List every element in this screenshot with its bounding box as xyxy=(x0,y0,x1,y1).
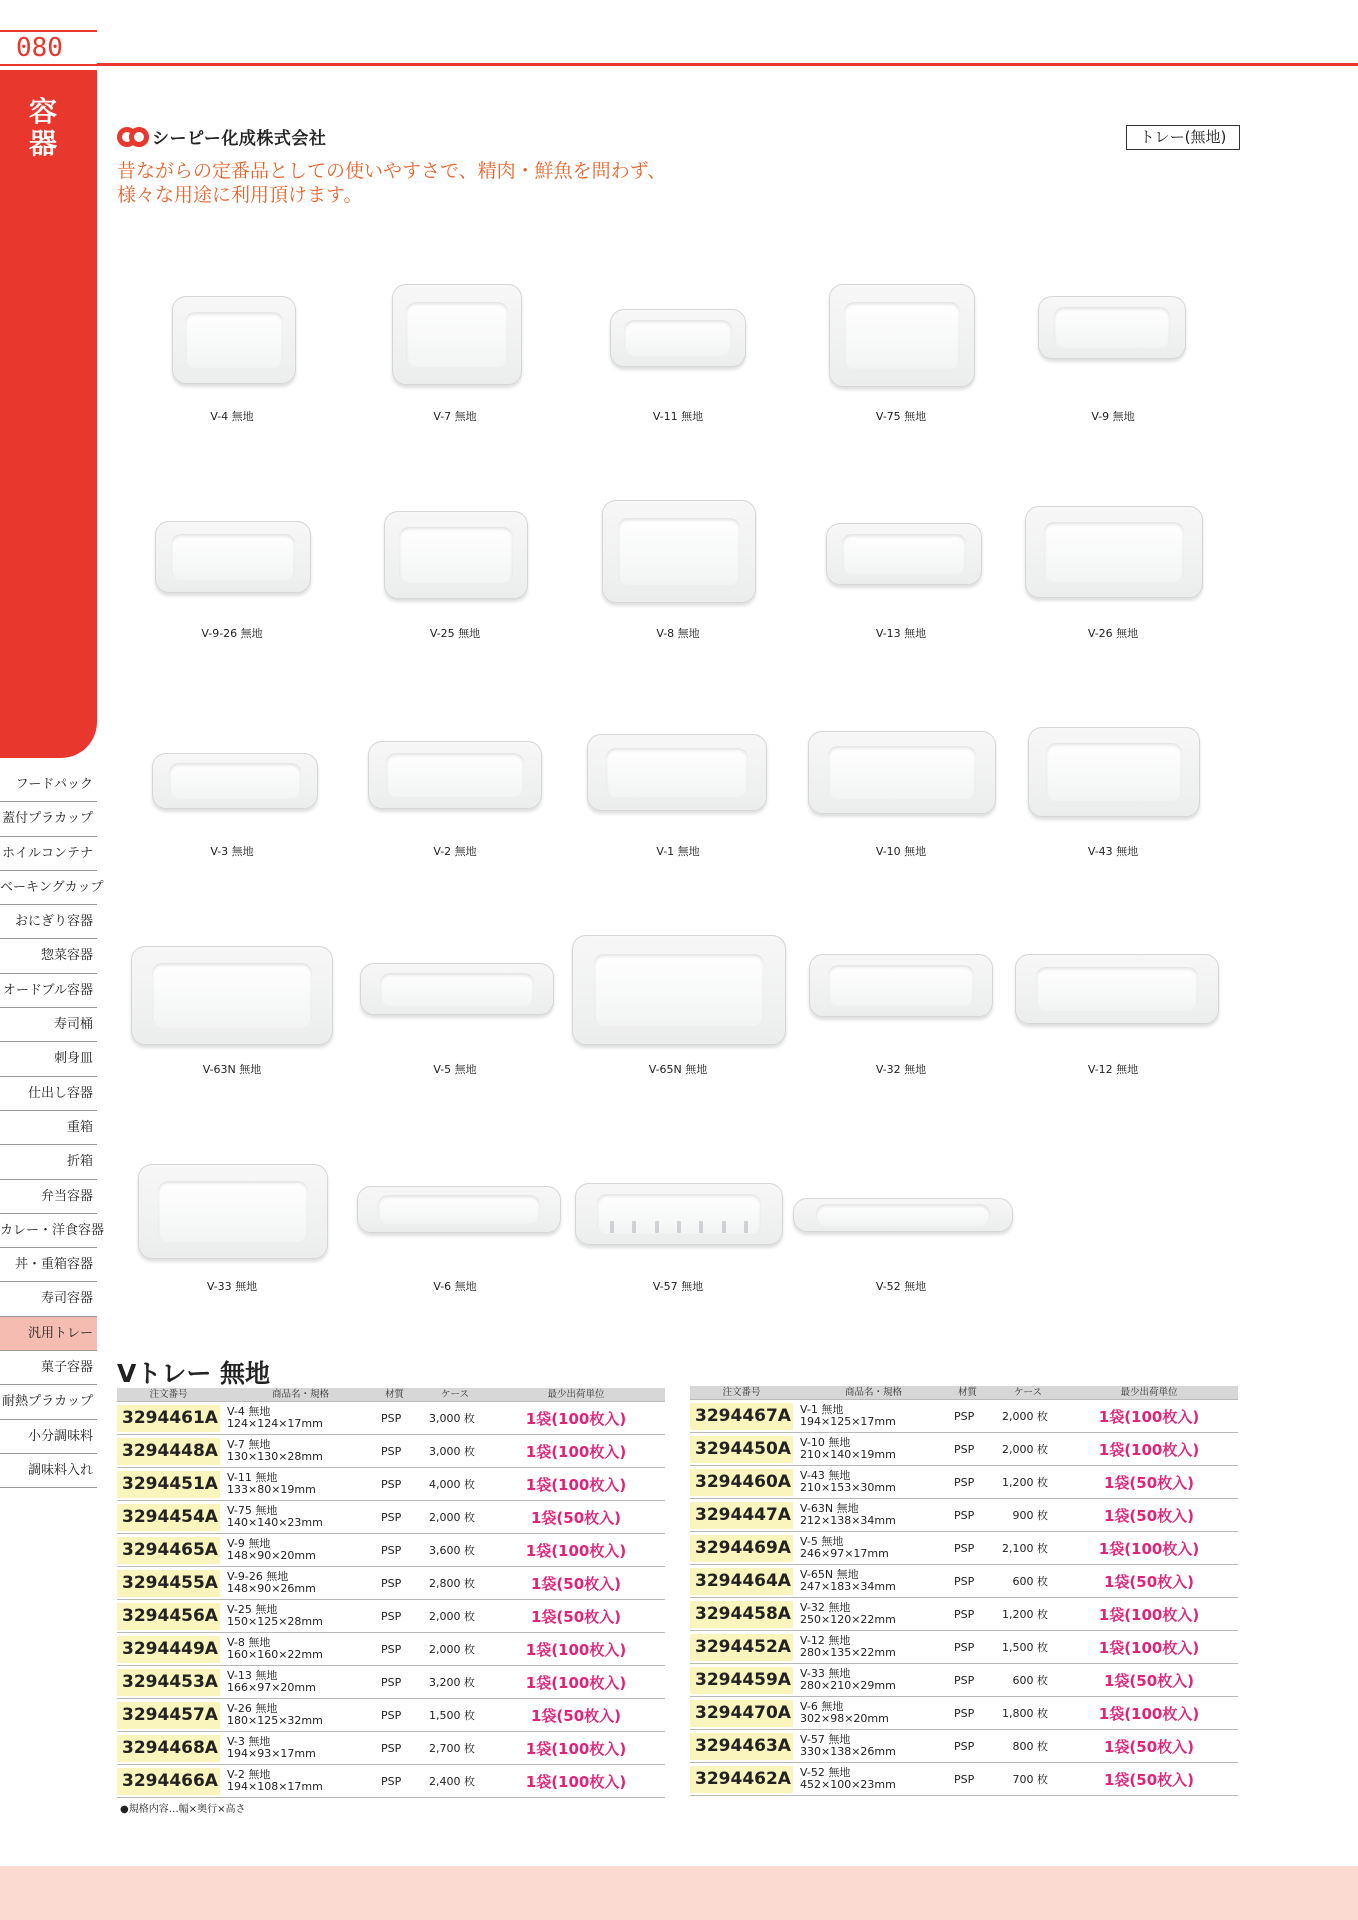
material: PSP xyxy=(381,1741,402,1755)
tray-caption: V-63N 無地 xyxy=(202,1063,262,1076)
side-nav-item[interactable]: 調味料入れ xyxy=(0,1454,97,1488)
product-size: 150×125×28mm xyxy=(227,1615,323,1628)
case-qty: 3,000 枚 xyxy=(429,1412,475,1425)
min-unit: 1袋(100枚入) xyxy=(525,1541,627,1560)
case-qty: 1,200 枚 xyxy=(1002,1608,1048,1621)
min-unit: 1袋(50枚入) xyxy=(530,1508,622,1527)
case-qty: 2,000 枚 xyxy=(1002,1410,1048,1423)
table-row xyxy=(690,1664,1238,1697)
order-code: 3294449A xyxy=(117,1636,220,1663)
tray-caption: V-65N 無地 xyxy=(648,1063,708,1076)
order-code: 3294469A xyxy=(690,1535,793,1562)
side-nav-item[interactable]: 寿司桶 xyxy=(0,1008,97,1042)
product-name: V-43 無地 xyxy=(800,1469,851,1482)
product-size: 280×210×29mm xyxy=(800,1679,896,1692)
material: PSP xyxy=(381,1411,402,1425)
tray-caption: V-13 無地 xyxy=(875,627,927,640)
product-name-spec xyxy=(793,1701,954,1725)
tray-caption: V-9 無地 xyxy=(1091,410,1135,423)
material: PSP xyxy=(381,1609,402,1623)
order-code: 3294466A xyxy=(117,1768,220,1795)
material: PSP xyxy=(954,1541,975,1555)
table-row xyxy=(690,1532,1238,1565)
product-name-spec xyxy=(220,1736,381,1760)
side-nav-item[interactable]: 小分調味料 xyxy=(0,1420,97,1454)
intro-line: 昔ながらの定番品としての使いやすさで、精肉・鮮魚を問わず、 xyxy=(117,160,667,182)
table-row xyxy=(690,1433,1238,1466)
product-name-spec xyxy=(220,1604,381,1628)
product-name: V-4 無地 xyxy=(227,1405,271,1418)
product-size: 247×183×34mm xyxy=(800,1580,896,1593)
case-qty: 1,500 枚 xyxy=(1002,1641,1048,1654)
order-code: 3294468A xyxy=(117,1735,220,1762)
case-qty: 4,000 枚 xyxy=(429,1478,475,1491)
product-name: V-57 無地 xyxy=(800,1733,851,1746)
min-unit: 1袋(50枚入) xyxy=(530,1574,622,1593)
footnote: ●規格内容…幅×奥行×高さ xyxy=(120,1804,246,1815)
min-unit: 1袋(50枚入) xyxy=(1103,1671,1195,1690)
table-row xyxy=(117,1501,665,1534)
side-nav-item[interactable]: 弁当容器 xyxy=(0,1180,97,1214)
product-size: 210×140×19mm xyxy=(800,1448,896,1461)
side-nav-item[interactable]: 折箱 xyxy=(0,1145,97,1179)
product-name: V-63N 無地 xyxy=(800,1502,859,1515)
tray-caption: V-11 無地 xyxy=(652,410,704,423)
tray-caption: V-1 無地 xyxy=(656,845,700,858)
product-size: 140×140×23mm xyxy=(227,1516,323,1529)
material: PSP xyxy=(954,1706,975,1720)
tray-caption: V-8 無地 xyxy=(656,627,700,640)
material: PSP xyxy=(381,1708,402,1722)
product-name-spec xyxy=(793,1602,954,1626)
product-size: 133×80×19mm xyxy=(227,1483,316,1496)
side-nav-item[interactable]: 刺身皿 xyxy=(0,1042,97,1076)
table-row xyxy=(690,1730,1238,1763)
min-unit: 1袋(50枚入) xyxy=(1103,1770,1195,1789)
min-unit: 1袋(50枚入) xyxy=(530,1706,622,1725)
side-nav-item[interactable]: 菓子容器 xyxy=(0,1351,97,1385)
order-code: 3294458A xyxy=(690,1601,793,1628)
tray-caption: V-75 無地 xyxy=(875,410,927,423)
min-unit: 1袋(100枚入) xyxy=(1098,1440,1200,1459)
header-code: 注文番号 xyxy=(149,1389,188,1400)
product-size: 194×125×17mm xyxy=(800,1415,896,1428)
page-number: 080 xyxy=(0,30,97,66)
product-size: 250×120×22mm xyxy=(800,1613,896,1626)
order-code: 3294455A xyxy=(117,1570,220,1597)
case-qty: 3,600 枚 xyxy=(429,1544,475,1557)
side-nav-item[interactable]: 仕出し容器 xyxy=(0,1077,97,1111)
case-qty: 1,200 枚 xyxy=(1002,1476,1048,1489)
material: PSP xyxy=(954,1475,975,1489)
case-qty: 600 枚 xyxy=(1012,1575,1048,1588)
case-qty: 900 枚 xyxy=(1012,1509,1048,1522)
product-name: V-33 無地 xyxy=(800,1667,851,1680)
table-header xyxy=(690,1386,1238,1400)
min-unit: 1袋(100枚入) xyxy=(525,1409,627,1428)
min-unit: 1袋(50枚入) xyxy=(1103,1572,1195,1591)
order-code: 3294467A xyxy=(690,1403,793,1430)
product-name-spec xyxy=(220,1769,381,1793)
min-unit: 1袋(100枚入) xyxy=(1098,1605,1200,1624)
product-name-spec xyxy=(793,1668,954,1692)
tray-caption: V-52 無地 xyxy=(875,1280,927,1293)
table-row xyxy=(117,1699,665,1732)
side-nav-item[interactable]: ベーキングカップ xyxy=(0,871,97,905)
product-size: 166×97×20mm xyxy=(227,1681,316,1694)
table-row xyxy=(117,1732,665,1765)
product-name-spec xyxy=(220,1637,381,1661)
product-name-spec xyxy=(220,1670,381,1694)
product-name-spec xyxy=(793,1437,954,1461)
tray-caption: V-6 無地 xyxy=(433,1280,477,1293)
tray-caption: V-2 無地 xyxy=(433,845,477,858)
product-name: V-12 無地 xyxy=(800,1634,851,1647)
material: PSP xyxy=(954,1409,975,1423)
order-code: 3294456A xyxy=(117,1603,220,1630)
tray-caption: V-32 無地 xyxy=(875,1063,927,1076)
side-nav-item[interactable]: 蓋付プラカップ xyxy=(0,802,97,836)
order-code: 3294452A xyxy=(690,1634,793,1661)
order-code: 3294460A xyxy=(690,1469,793,1496)
header-name: 商品名・規格 xyxy=(844,1387,902,1398)
case-qty: 1,800 枚 xyxy=(1002,1707,1048,1720)
material: PSP xyxy=(381,1774,402,1788)
min-unit: 1袋(100枚入) xyxy=(525,1442,627,1461)
table-row xyxy=(117,1534,665,1567)
min-unit: 1袋(100枚入) xyxy=(525,1475,627,1494)
header-unit: 最少出荷単位 xyxy=(547,1389,605,1400)
order-code: 3294465A xyxy=(117,1537,220,1564)
material: PSP xyxy=(954,1574,975,1588)
product-size: 148×90×26mm xyxy=(227,1582,316,1595)
product-name-spec xyxy=(793,1536,954,1560)
header-case: ケース xyxy=(440,1389,470,1400)
product-size: 330×138×26mm xyxy=(800,1745,896,1758)
product-name: V-9-26 無地 xyxy=(227,1570,289,1583)
product-size: 160×160×22mm xyxy=(227,1648,323,1661)
case-qty: 2,700 枚 xyxy=(429,1742,475,1755)
case-qty: 1,500 枚 xyxy=(429,1709,475,1722)
product-name: V-32 無地 xyxy=(800,1601,851,1614)
product-name: V-25 無地 xyxy=(227,1603,278,1616)
tray-caption: V-26 無地 xyxy=(1087,627,1139,640)
product-size: 124×124×17mm xyxy=(227,1417,323,1430)
table-row xyxy=(690,1499,1238,1532)
tray-caption: V-10 無地 xyxy=(875,845,927,858)
table-row xyxy=(690,1400,1238,1433)
material: PSP xyxy=(381,1477,402,1491)
table-row xyxy=(690,1631,1238,1664)
product-name-spec xyxy=(220,1472,381,1496)
product-name: V-10 無地 xyxy=(800,1436,851,1449)
material: PSP xyxy=(954,1739,975,1753)
side-nav-item[interactable]: 丼・重箱容器 xyxy=(0,1248,97,1282)
min-unit: 1袋(100枚入) xyxy=(1098,1638,1200,1657)
category-badge: トレー(無地) xyxy=(1126,125,1240,150)
case-qty: 2,400 枚 xyxy=(429,1775,475,1788)
header-case: ケース xyxy=(1013,1387,1043,1398)
product-name-spec xyxy=(793,1503,954,1527)
product-name: V-8 無地 xyxy=(227,1636,271,1649)
material: PSP xyxy=(381,1510,402,1524)
order-code: 3294470A xyxy=(690,1700,793,1727)
min-unit: 1袋(50枚入) xyxy=(1103,1473,1195,1492)
case-qty: 3,200 枚 xyxy=(429,1676,475,1689)
header-code: 注文番号 xyxy=(722,1387,761,1398)
min-unit: 1袋(100枚入) xyxy=(1098,1539,1200,1558)
tray-caption: V-12 無地 xyxy=(1087,1063,1139,1076)
order-code: 3294463A xyxy=(690,1733,793,1760)
table-row xyxy=(117,1435,665,1468)
product-name: V-52 無地 xyxy=(800,1766,851,1779)
table-row xyxy=(117,1765,665,1798)
product-name: V-13 無地 xyxy=(227,1669,278,1682)
material: PSP xyxy=(381,1642,402,1656)
product-name: V-7 無地 xyxy=(227,1438,271,1451)
order-code: 3294451A xyxy=(117,1471,220,1498)
product-size: 194×93×17mm xyxy=(227,1747,316,1760)
tray-caption: V-25 無地 xyxy=(429,627,481,640)
product-size: 302×98×20mm xyxy=(800,1712,889,1725)
product-name: V-6 無地 xyxy=(800,1700,844,1713)
side-nav-item[interactable]: 汎用トレー xyxy=(0,1317,97,1351)
product-name-spec xyxy=(220,1505,381,1529)
material: PSP xyxy=(954,1640,975,1654)
maker-name: シーピー化成株式会社 xyxy=(152,129,327,149)
table-row xyxy=(117,1633,665,1666)
table-row xyxy=(690,1763,1238,1796)
material: PSP xyxy=(954,1772,975,1786)
order-code: 3294450A xyxy=(690,1436,793,1463)
min-unit: 1袋(50枚入) xyxy=(1103,1737,1195,1756)
product-name: V-3 無地 xyxy=(227,1735,271,1748)
side-nav-item[interactable]: 惣菜容器 xyxy=(0,939,97,973)
product-size: 180×125×32mm xyxy=(227,1714,323,1727)
side-nav-item[interactable]: 寿司容器 xyxy=(0,1282,97,1316)
side-nav-item[interactable]: フードパック xyxy=(0,768,97,802)
case-qty: 2,000 枚 xyxy=(429,1643,475,1656)
material: PSP xyxy=(381,1576,402,1590)
side-nav-item[interactable]: ホイルコンテナ xyxy=(0,837,97,871)
product-name-spec xyxy=(793,1404,954,1428)
product-table-right xyxy=(690,1386,1238,1796)
header-material: 材質 xyxy=(385,1389,405,1400)
order-code: 3294453A xyxy=(117,1669,220,1696)
case-qty: 2,800 枚 xyxy=(429,1577,475,1590)
table-row xyxy=(690,1565,1238,1598)
side-nav-item[interactable]: カレー・洋食容器 xyxy=(0,1214,97,1248)
material: PSP xyxy=(954,1673,975,1687)
min-unit: 1袋(100枚入) xyxy=(1098,1407,1200,1426)
product-name: V-2 無地 xyxy=(227,1768,271,1781)
table-row xyxy=(117,1600,665,1633)
order-code: 3294448A xyxy=(117,1438,220,1465)
product-name: V-11 無地 xyxy=(227,1471,278,1484)
product-name: V-1 無地 xyxy=(800,1403,844,1416)
product-size: 212×138×34mm xyxy=(800,1514,896,1527)
product-name-spec xyxy=(793,1767,954,1791)
order-code: 3294461A xyxy=(117,1405,220,1432)
case-qty: 2,000 枚 xyxy=(429,1511,475,1524)
product-name-spec xyxy=(220,1571,381,1595)
tray-caption: V-43 無地 xyxy=(1087,845,1139,858)
side-nav-item[interactable]: オードブル容器 xyxy=(0,974,97,1008)
case-qty: 2,000 枚 xyxy=(1002,1443,1048,1456)
product-name-spec xyxy=(220,1703,381,1727)
min-unit: 1袋(100枚入) xyxy=(525,1673,627,1692)
product-name-spec xyxy=(793,1635,954,1659)
product-name: V-9 無地 xyxy=(227,1537,271,1550)
tray-caption: V-3 無地 xyxy=(210,845,254,858)
product-size: 246×97×17mm xyxy=(800,1547,889,1560)
min-unit: 1袋(50枚入) xyxy=(1103,1506,1195,1525)
min-unit: 1袋(100枚入) xyxy=(1098,1704,1200,1723)
section-title: Vトレー 無地 xyxy=(117,1359,271,1388)
side-nav-item[interactable]: 重箱 xyxy=(0,1111,97,1145)
product-table-left xyxy=(117,1388,665,1798)
table-row xyxy=(117,1666,665,1699)
side-nav-item[interactable]: 耐熱プラカップ xyxy=(0,1385,97,1419)
tray-caption: V-9-26 無地 xyxy=(201,627,263,640)
side-nav-item[interactable]: おにぎり容器 xyxy=(0,905,97,939)
table-row xyxy=(117,1567,665,1600)
table-row xyxy=(117,1402,665,1435)
min-unit: 1袋(50枚入) xyxy=(530,1607,622,1626)
product-size: 148×90×20mm xyxy=(227,1549,316,1562)
section-tab-label: 容 器 xyxy=(28,95,57,160)
intro-line: 様々な用途に利用頂けます。 xyxy=(117,184,363,206)
order-code: 3294464A xyxy=(690,1568,793,1595)
header-material: 材質 xyxy=(958,1387,978,1398)
product-name: V-65N 無地 xyxy=(800,1568,859,1581)
case-qty: 800 枚 xyxy=(1012,1740,1048,1753)
case-qty: 700 枚 xyxy=(1012,1773,1048,1786)
product-size: 452×100×23mm xyxy=(800,1778,896,1791)
material: PSP xyxy=(381,1675,402,1689)
header-name: 商品名・規格 xyxy=(271,1389,329,1400)
product-name: V-75 無地 xyxy=(227,1504,278,1517)
product-name: V-5 無地 xyxy=(800,1535,844,1548)
table-header xyxy=(117,1388,665,1402)
bottom-band xyxy=(0,1866,1358,1920)
material: PSP xyxy=(954,1442,975,1456)
table-row xyxy=(117,1468,665,1501)
min-unit: 1袋(100枚入) xyxy=(525,1772,627,1791)
material: PSP xyxy=(381,1543,402,1557)
case-qty: 3,000 枚 xyxy=(429,1445,475,1458)
product-size: 130×130×28mm xyxy=(227,1450,323,1463)
order-code: 3294447A xyxy=(690,1502,793,1529)
product-size: 194×108×17mm xyxy=(227,1780,323,1793)
product-size: 210×153×30mm xyxy=(800,1481,896,1494)
tray-caption: V-33 無地 xyxy=(206,1280,258,1293)
product-size: 280×135×22mm xyxy=(800,1646,896,1659)
material: PSP xyxy=(954,1508,975,1522)
order-code: 3294454A xyxy=(117,1504,220,1531)
product-name-spec xyxy=(220,1538,381,1562)
table-row xyxy=(690,1697,1238,1730)
tray-caption: V-5 無地 xyxy=(433,1063,477,1076)
header-unit: 最少出荷単位 xyxy=(1120,1387,1178,1398)
order-code: 3294457A xyxy=(117,1702,220,1729)
material: PSP xyxy=(954,1607,975,1621)
product-name-spec xyxy=(220,1439,381,1463)
product-name-spec xyxy=(793,1734,954,1758)
order-code: 3294462A xyxy=(690,1766,793,1793)
material: PSP xyxy=(381,1444,402,1458)
tray-caption: V-4 無地 xyxy=(210,410,254,423)
case-qty: 2,100 枚 xyxy=(1002,1542,1048,1555)
product-name: V-26 無地 xyxy=(227,1702,278,1715)
case-qty: 600 枚 xyxy=(1012,1674,1048,1687)
product-name-spec xyxy=(793,1569,954,1593)
min-unit: 1袋(100枚入) xyxy=(525,1739,627,1758)
table-row xyxy=(690,1598,1238,1631)
case-qty: 2,000 枚 xyxy=(429,1610,475,1623)
tray-caption: V-57 無地 xyxy=(652,1280,704,1293)
product-name-spec xyxy=(220,1406,381,1430)
product-name-spec xyxy=(793,1470,954,1494)
tray-caption: V-7 無地 xyxy=(433,410,477,423)
min-unit: 1袋(100枚入) xyxy=(525,1640,627,1659)
table-row xyxy=(690,1466,1238,1499)
order-code: 3294459A xyxy=(690,1667,793,1694)
